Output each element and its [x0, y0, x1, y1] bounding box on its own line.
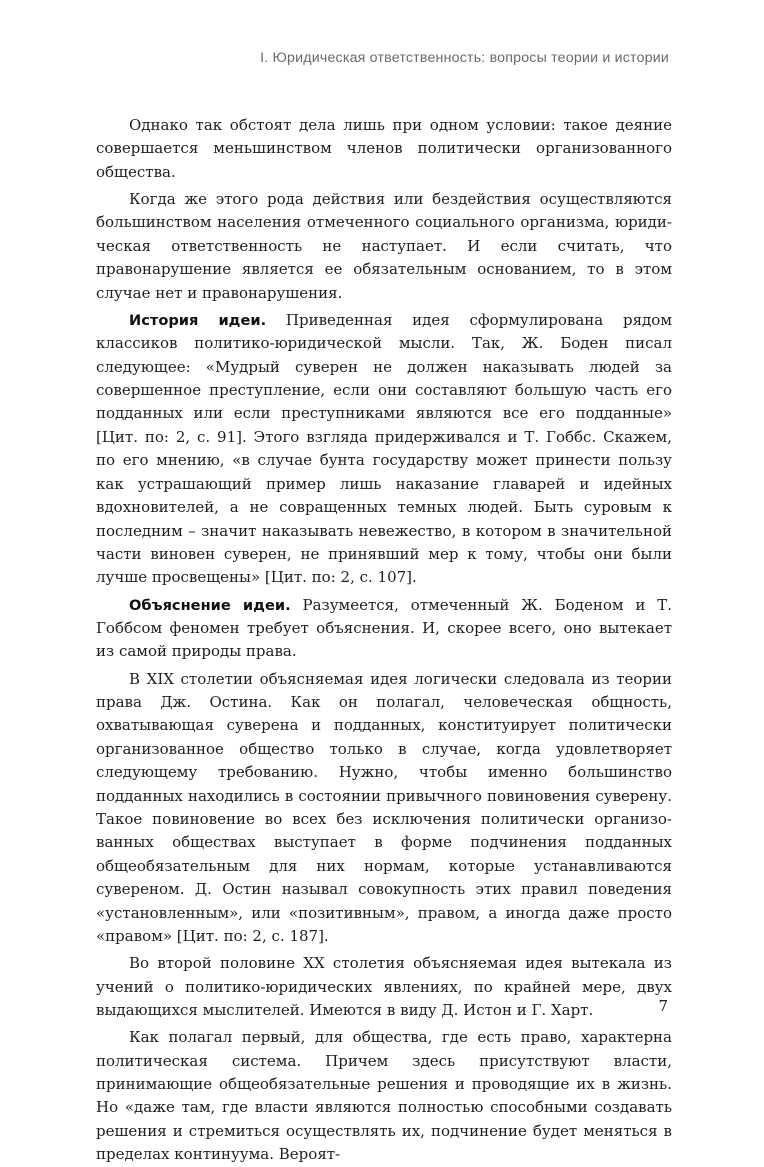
paragraph-text: Когда же этого рода действия или бездействия осуществляются большинством населения отмеченного социального организма, юридическая ответственность не наступает. И если считать, что правонарушение является ее обязательным основанием, то в этом случае нет и правонарушения.	[96, 190, 672, 302]
paragraph	[96, 668, 672, 949]
paragraph-text: Однако так обстоят дела лишь при одном условии: такое деяние совершается меньшинством членов политически организованного общества.	[96, 116, 672, 181]
paragraph	[96, 952, 672, 1022]
body-text	[96, 114, 672, 1167]
paragraph-text: Во второй половине XX столетия объясняемая идея вытекала из учений о политико-юридических явлениях, по крайней мере, двух выдающихся мыслителей. Имеются в виду Д. Истон и Г. Харт.	[96, 954, 672, 1020]
paragraph	[96, 1026, 672, 1166]
running-head: I. Юридическая ответственность: вопросы теории и истории	[260, 50, 669, 66]
paragraph	[96, 594, 672, 664]
paragraph-lead: История идеи.	[129, 311, 267, 329]
paragraph-text: Как полагал первый, для общества, где есть право, характерна политическая система. Причем здесь присутствуют власти, принимающие общеобязательные решения и проводящие их в жизнь. Но «даже там, где власти являются полностью способными создавать решения и стремиться осуществлять их, подчинение будет меняться в пределах континуума. Вероят-	[96, 1028, 672, 1164]
paragraph	[96, 188, 672, 305]
paragraph-text: В XIX столетии объясняемая идея логически следовала из теории права Дж. Остина. Как он полагал, человеческая общность, охватывающая суверена и подданных, конституирует политически организованное общество только в случае, когда удовлетворяет следующему требованию. Нужно, чтобы именно большинство подданных находились в состоянии привычного повиновения суверену. Такое повиновение во всех без исключения политически организованных обществах выступает в форме подчинения подданных общеобязательным для них нормам, которые устанавливаются сувереном. Д. Остин называл совокупность этих правил поведения «установленным», или «позитивным», правом, а иногда даже просто «правом» [Цит. по: 2, с. 187].	[96, 669, 672, 945]
paragraph-lead: Объяснение идеи.	[129, 596, 291, 614]
page-number: 7	[658, 997, 668, 1015]
paragraph-text: Приведенная идея сформулирована рядом классиков политико-юридической мысли. Так, Ж. Боден писал следующее: «Мудрый суверен не должен наказывать людей за совершенное преступление, если они составляют большую часть его подданных или если преступниками являются все его подданные» [Цит. по: 2, с. 91]. Этого взгляда придерживался и Т. Гоббс. Скажем, по его мнению, «в случае бунта государству может принести пользу как устрашающий пример лишь наказание главарей и идейных вдохновителей, а не совращенных темных людей. Быть суровым к последним – значит наказывать невежество, в котором в значительной части виновен суверен, не принявший мер к тому, чтобы они были лучше просвещены» [Цит. по: 2, с. 107].	[96, 310, 672, 587]
paragraph-text: Разумеется, отмеченный Ж. Боденом и Т. Гоббсом феномен требует объяснения. И, скорее всего, оно вытекает из самой природы права.	[96, 595, 672, 661]
paragraph	[96, 114, 672, 184]
paragraph	[96, 309, 672, 590]
